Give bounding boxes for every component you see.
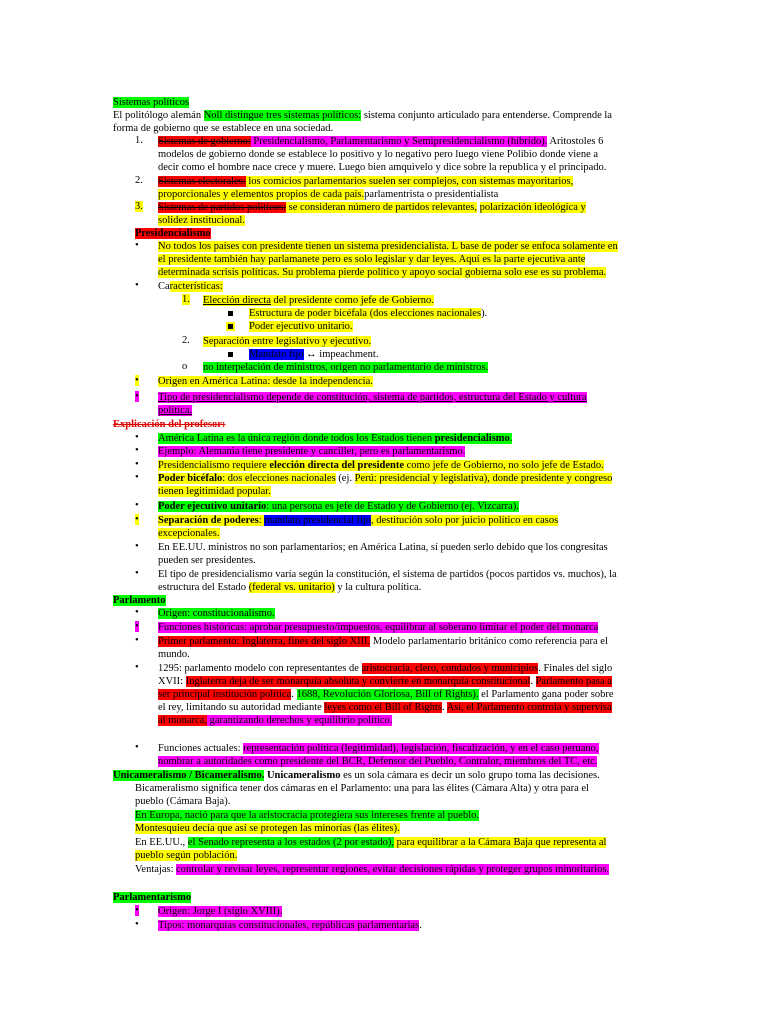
profesor-heading: Explicación del profesor: (113, 419, 226, 430)
caracteristica-1: Elección directa del presidente como jefe de Gobierno. (203, 295, 434, 306)
unicam-line: Bicameralismo significa tener dos cámaras en el Parlamento: una para las élites (Cámara Alta) y otra para el (135, 783, 589, 794)
list-item-partidos: Sistemas de partidos políticos: se consideran número de partidos relevantes, polarización ideológica y (158, 202, 586, 213)
prof-bullet: El tipo de presidencialismo varía según la constitución, el sistema de partidos (pocos partidos vs. muchos), la (158, 569, 617, 580)
presid-paragraph-line: determinada scrisis políticas. Su problema pierde político y apoyo social gobierna solo ese es su problema. (158, 267, 607, 278)
presid-paragraph-line: el presidente también hay parlamanete pero es solo legislar y dar leyes. Aquí es la parte ejecutiva ante (158, 254, 586, 265)
list-number: 2. (182, 335, 190, 346)
bullet-icon: • (135, 472, 139, 483)
parl-bullet-line: el rey, limitando su autoridad mediante leyes como el Bill of Rights. Así, el Parlamento controla y supervisa (158, 702, 612, 713)
list-item-line: proporcionales y elementos propios de cada país.parlamentrista o presidentialista (158, 189, 499, 200)
prof-bullet-line: estructura del Estado (federal vs. unitario) y la cultura política. (158, 582, 422, 593)
bullet-icon: • (135, 919, 139, 930)
bullet-icon: • (135, 459, 139, 470)
parlam-bullet: Origen: Jorge I (siglo XVIII). (158, 906, 283, 917)
list-number: 1. (135, 135, 143, 146)
bullet-icon: • (135, 905, 139, 916)
list-number: 2. (135, 175, 143, 186)
parl-bullet-line: al monarca, garantizando derechos y equilibrio político. (158, 715, 393, 726)
parl-bullet-line: nombrar a autoridades como presidente del BCR, Defensor del Pueblo, Contralor, miembros del TC, etc. (158, 756, 598, 767)
unicam-line: En Europa, nació para que la aristocracia protegiera sus intereses frente al pueblo. (135, 810, 480, 821)
intro-line-1: El politólogo alemán Noll distingue tres sistemas políticos: sistema conjunto articulado para entenderse. Comprende la (113, 110, 612, 121)
caracteristica-2: Separación entre legislativo y ejecutivo. (203, 336, 372, 347)
prof-bullet-line: pueden ser presidentes. (158, 555, 256, 566)
bullet-icon: • (135, 742, 139, 753)
bullet-icon: • (135, 280, 139, 291)
list-number: 1. (182, 294, 190, 305)
doc-title: Sistemas políticos (113, 97, 190, 108)
parlam-bullet: Tipos: monarquías constitucionales, repúblicas parlamentarias. (158, 920, 422, 931)
parl-bullet-line: XVII: Inglaterra deja de ser monarquía absoluta y convierte en monarquía constitucional. Parlamento pasa a (158, 676, 612, 687)
list-item-line: decir como el hombre nace crece y muere. Luego bien amquivelo y dice sobre la republica y el principado. (158, 162, 607, 173)
unicam-line: Montesquieu decía que así se protegen las minorías (las élites). (135, 823, 400, 834)
bullet-icon: • (135, 500, 139, 511)
parl-bullet: 1295: parlamento modelo con representantes de aristocracia, clero, condados y municipios. Finales del siglo (158, 663, 613, 674)
caracteristicas-label: Características: (158, 281, 223, 292)
parl-bullet: Funciones actuales: representación política (legitimidad), legislación, fiscalización, y en el caso peruano, (158, 743, 599, 754)
bullet-icon: • (135, 445, 139, 456)
parl-bullet: Origen: constitucionalismo. (158, 608, 275, 619)
list-item-line: solidez institucional. (158, 215, 245, 226)
bullet-icon: • (135, 514, 139, 525)
bullet-icon: • (135, 240, 139, 251)
bullet-icon: • (135, 607, 139, 618)
unicam-line: pueblo (Cámara Baja). (135, 796, 231, 807)
sub-item: Estructura de poder bicéfala (dos elecciones nacionales). (249, 308, 488, 319)
sub-item: Poder ejecutivo unitario. (249, 321, 353, 332)
tipo-line: Tipo de presidencialismo depende de constitución, sistema de partidos, estructura del Estado y cultura (158, 392, 587, 403)
sub-item: no interpelación de ministros, origen no parlamentario de ministros. (203, 362, 489, 373)
prof-bullet: Separación de poderes: mandato presidencial fijo, destitución solo por juicio político en casos (158, 515, 559, 526)
bullet-icon: • (135, 568, 139, 579)
list-number: 3. (135, 201, 143, 212)
prof-bullet: Presidencialismo requiere elección directa del presidente como jefe de Gobierno, no solo jefe de Estado. (158, 460, 604, 471)
parl-bullet: Funciones históricas: aprobar presupuesto/impuestos, equilibrar al soberano limitar el poder del monarca (158, 622, 599, 633)
tipo-line-2: política. (158, 405, 193, 416)
square-bullet-icon (228, 311, 233, 316)
prof-bullet: Poder ejecutivo unitario: una persona es jefe de Estado y de Gobierno (ej. Vizcarra). (158, 501, 519, 512)
unicameralismo-heading: Unicameralismo / Bicameralismo. Unicameralismo es un sola cámara es decir un solo grupo toma las decisiones. (113, 770, 600, 781)
parlamentarismo-heading: Parlamentarismo (113, 892, 192, 903)
origen-line: Origen en América Latina: desde la independencia. (158, 376, 373, 387)
intro-line-2: forma de gobierno que se establece en una sociedad. (113, 123, 334, 134)
prof-bullet: América Latina es la única región donde todos los Estados tienen presidencialismo. (158, 433, 513, 444)
sub-item: Mandato fijo ↔ impeachment. (249, 349, 379, 360)
bullet-icon: • (135, 541, 139, 552)
bullet-icon: • (135, 391, 139, 402)
list-item-gobierno: Sistemas de gobierno: Presidencialismo, Parlamentarismo y Semipresidencialismo (híbrido). Aritostoles 6 (158, 136, 604, 147)
bullet-icon: • (135, 375, 139, 386)
square-bullet-icon (228, 352, 233, 357)
list-item-electorales: Sistemas electorales: los comicios parlamentarios suelen ser complejos, con sistemas mayoritarios, (158, 176, 574, 187)
parlamento-heading: Parlamento (113, 595, 166, 606)
unicam-line: Ventajas: controlar y revisar leyes, representar regiones, evitar decisiones rápidas y proteger grupos minoritarios. (135, 864, 610, 875)
parl-bullet-line: mundo. (158, 649, 190, 660)
list-item-line: modelos de gobierno donde se establece lo positivo y lo negativo pero luego viene Polibio donde viene a (158, 149, 599, 160)
bullet-icon: • (135, 621, 139, 632)
presid-paragraph: No todos los países con presidente tienen un sistema presidencialista. L base de poder se enfoca solamente en (158, 241, 618, 252)
square-bullet-icon (228, 324, 233, 329)
presidencialismo-heading: Presidencialismo (135, 228, 211, 239)
unicam-line: pueblo según población. (135, 850, 238, 861)
prof-bullet: En EE.UU. ministros no son parlamentarios; en América Latina, sí pueden serlo debido que los congresitas (158, 542, 608, 553)
parl-bullet-line: ser principal institución política. 1688, Revolución Gloriosa, Bill of Rights). el Parlamento gana poder sobre (158, 689, 614, 700)
parl-bullet: Primer parlamento: Inglaterra, fines del siglo XIII. Modelo parlamentario británico como referencia para el (158, 636, 608, 647)
prof-bullet: Poder bicéfalo: dos elecciones nacionales (ej. Perú: presidencial y legislativa), donde presidente y congreso (158, 473, 613, 484)
circle-bullet-icon: o (182, 361, 188, 372)
bullet-icon: • (135, 432, 139, 443)
prof-bullet: Ejemplo: Alemania tiene presidente y canciller, pero es parlamentarismo. (158, 446, 466, 457)
prof-bullet-line: tienen legitimidad popular. (158, 486, 271, 497)
unicam-line: En EE.UU., el Senado representa a los estados (2 por estado), para equilibrar a la Cámara Baja que representa al (135, 837, 607, 848)
bullet-icon: • (135, 635, 139, 646)
prof-bullet-line: excepcionales. (158, 528, 220, 539)
bullet-icon: • (135, 662, 139, 673)
